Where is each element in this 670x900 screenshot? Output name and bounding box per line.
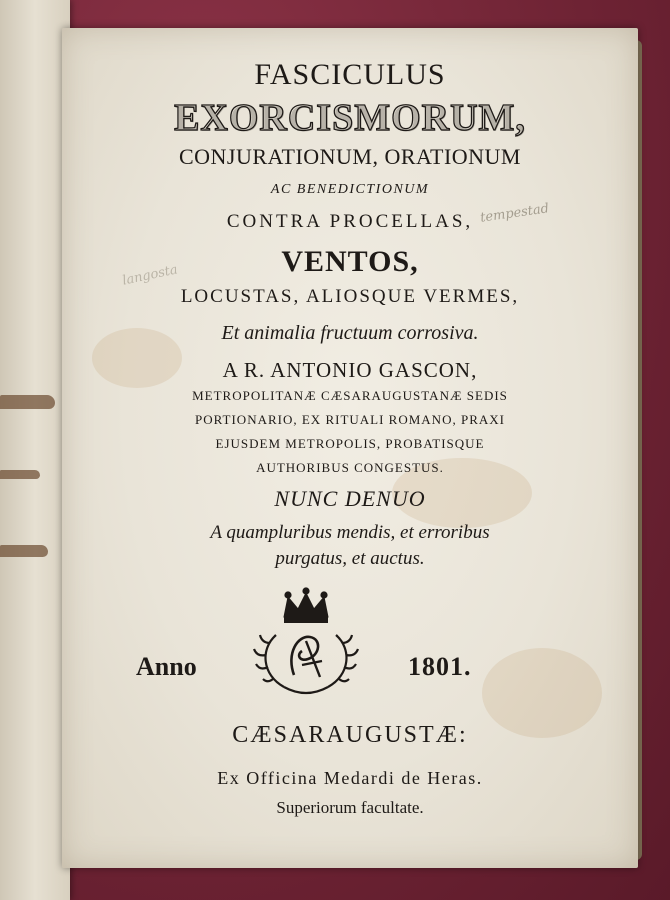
publication-year: 1801. <box>408 652 472 681</box>
edition-note-line: purgatus, et auctus. <box>275 548 425 569</box>
author-detail-line: EJUSDEM METROPOLIS, PROBATISQUE <box>215 436 485 451</box>
title-line-procellas: CONTRA PROCELLAS, <box>226 211 474 232</box>
title-line-animalia: Et animalia fructuum corrosiva. <box>221 322 479 344</box>
imprint-place: CÆSARAUGUSTÆ: <box>232 722 468 748</box>
author-line: A R. ANTONIO GASCON, <box>222 358 478 382</box>
author-detail-line: AUTHORIBUS CONGESTUS. <box>256 460 444 475</box>
title-line-exorcismorum: EXORCISMORUM, <box>174 97 526 139</box>
title-line-benedictionum: AC BENEDICTIONUM <box>270 182 430 197</box>
facing-page <box>0 0 70 900</box>
imprint-printer: Ex Officina Medardi de Heras. <box>217 768 483 788</box>
imprint-permission: Superiorum facultate. <box>276 798 424 817</box>
pencil-annotation: langosta <box>121 262 180 289</box>
title-page <box>62 28 638 868</box>
author-detail-line: PORTIONARIO, EX RITUALI ROMANO, PRAXI <box>195 412 505 427</box>
author-detail-line: METROPOLITANÆ CÆSARAUGUSTANÆ SEDIS <box>192 388 508 403</box>
title-line-conjurationum: CONJURATIONUM, ORATIONUM <box>178 144 521 169</box>
pencil-annotation: tempestad <box>479 201 550 226</box>
page-tear <box>0 545 48 557</box>
title-line-locustas: LOCUSTAS, ALIOSQUE VERMES, <box>180 286 520 307</box>
crowned-monogram-emblem-icon <box>246 583 366 703</box>
title-line-fasciculus: FASCICULUS <box>254 58 446 91</box>
page-tear <box>0 470 40 479</box>
title-line-ventos: VENTOS, <box>281 245 419 278</box>
edition-note-line: A quampluribus mendis, et erroribus <box>210 522 490 543</box>
anno-label: Anno <box>136 652 197 681</box>
edition-line: NUNC DENUO <box>274 486 426 511</box>
page-tear <box>0 395 55 409</box>
